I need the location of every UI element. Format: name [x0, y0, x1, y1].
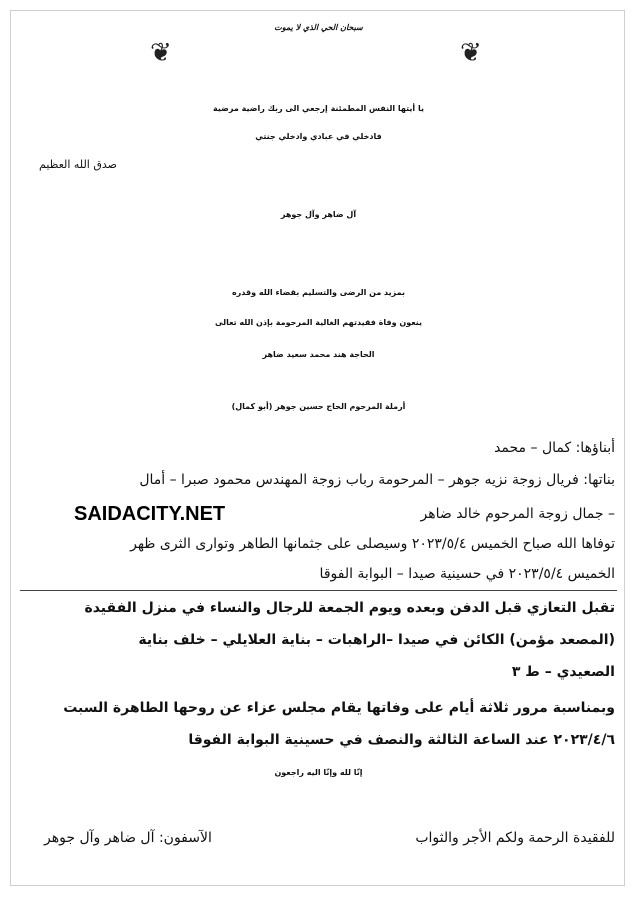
quran-verse-line-2: فادخلي في عبادي وادخلي جنتي [255, 132, 382, 141]
footer-condolence-text: للفقيدة الرحمة ولكم الأجر والثواب [415, 830, 615, 846]
funeral-line-1: توفاها الله صباح الخميس ٢٠٢٣/٥/٤ وسيصلى على جثمانها الطاهر وتوارى الثرى ظهر [130, 536, 615, 552]
memorial-line-1: وبمناسبة مرور ثلاثة أيام على وفاتها يقام مجلس عزاء عن روحها الطاهرة السبت [63, 700, 615, 716]
deceased-name: الحاجة هند محمد سعيد ضاهر [262, 350, 375, 359]
sadaq-allah-text: صدق الله العظيم [39, 158, 117, 171]
header-calligraphy-title: سبحان الحي الذي لا يموت [274, 22, 363, 32]
footer-mourners-text: الآسفون: آل ضاهر وآل جوهر [44, 830, 212, 846]
quran-verse-line-1: يا أيتها النفس المطمئنة إرجعي الى ربك راضية مرضية [213, 104, 424, 113]
condolences-line-1: تقبل التعازي قبل الدفن وبعده ويوم الجمعة للرجال والنساء في منزل الفقيدة [84, 600, 615, 616]
daughters-line-1: بناتها: فريال زوجة نزيه جوهر – المرحومة رباب زوجة المهندس محمود صبرا – أمال [139, 472, 615, 488]
funeral-line-2: الخميس ٢٠٢٣/٥/٤ في حسينية صيدا – البوابة الفوقا [319, 566, 615, 582]
intro-line-2: ينعون وفاة فقيدتهم الغالية المرحومة بإذن الله تعالى [215, 318, 422, 327]
widow-of-line: أرملة المرحوم الحاج حسين جوهر (أبو كمال) [231, 402, 406, 411]
family-name-heading: آل ضاهر وآل جوهر [280, 210, 357, 219]
site-watermark: SAIDACITY.NET [74, 503, 226, 525]
sons-line: أبناؤها: كمال – محمد [494, 440, 615, 456]
intro-line-1: بمزيد من الرضى والتسليم بقضاء الله وقدره [231, 288, 406, 297]
daughters-line-2: – جمال زوجة المرحوم خالد ضاهر [420, 506, 615, 522]
memorial-line-2: ٢٠٢٣/٤/٦ عند الساعة الثالثة والنصف في حسينية البوابة الفوقا [188, 732, 615, 748]
section-divider [20, 590, 617, 591]
condolences-line-2: (المصعد مؤمن) الكائن في صيدا –الراهبات – بناية العلايلي – خلف بناية [138, 632, 615, 648]
left-flourish-ornament: ❦ [150, 38, 172, 68]
right-flourish-ornament: ❦ [460, 38, 482, 68]
closing-verse: إنّا لله وإنّا اليه راجعون [274, 768, 363, 777]
condolences-line-3: الصعيدي – ط ٣ [511, 664, 615, 680]
